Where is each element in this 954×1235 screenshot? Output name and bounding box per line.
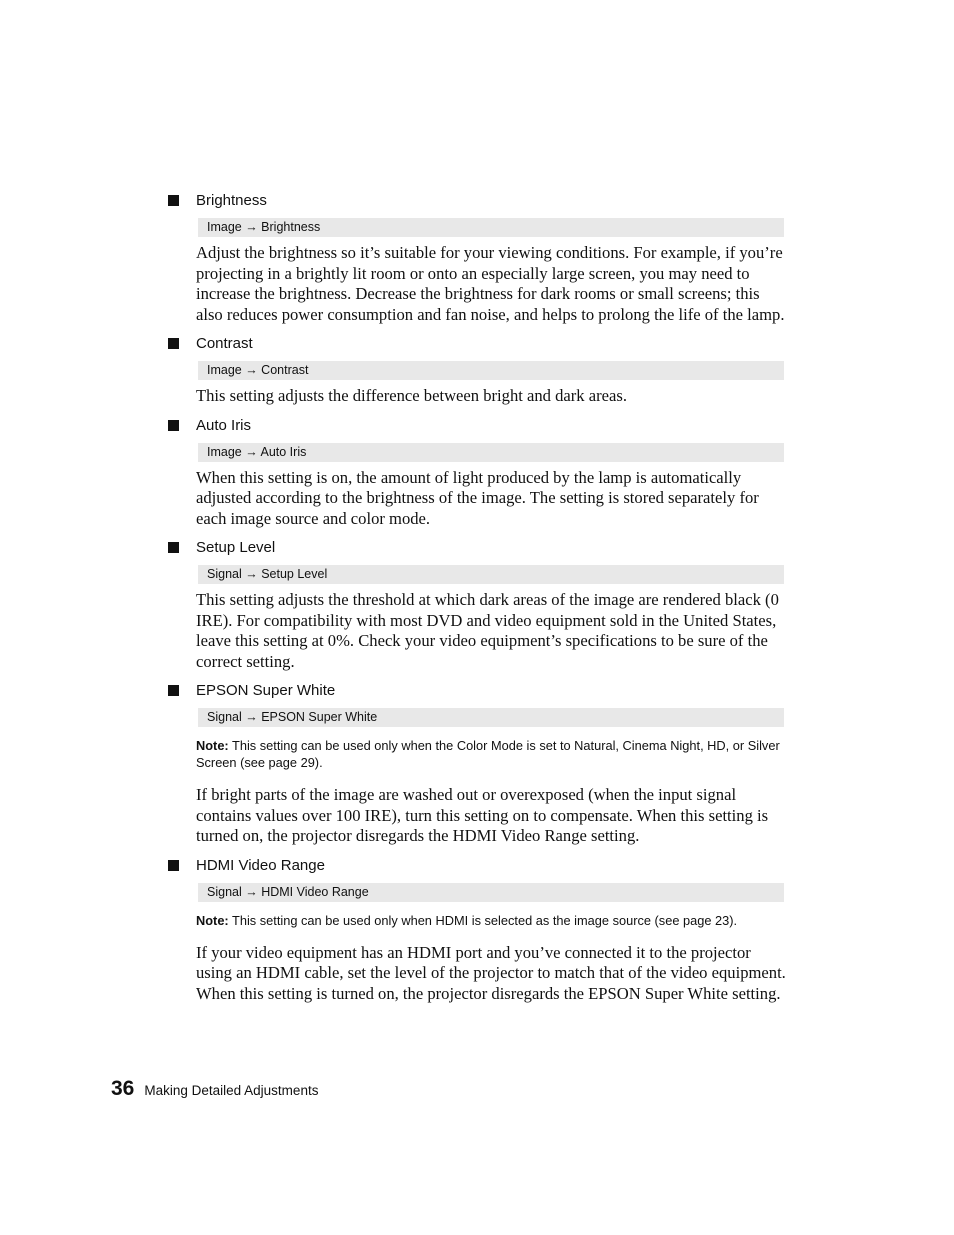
section-epson-super-white [0,680,954,847]
square-bullet-icon [168,338,179,349]
section-heading-text: Brightness [196,192,267,209]
section-body: When this setting is on, the amount of light produced by the lamp is automatically adjusted according to the brightness of the image. The setting is stored separately for each image source and color mode. [196,467,759,528]
section-heading [196,680,954,702]
square-bullet-icon [168,542,179,553]
menu-path-bar: Image → Auto Iris [198,443,784,462]
section-contrast [0,333,954,407]
menu-path-bar: Signal → Setup Level [198,565,784,584]
section-auto-iris [0,415,954,530]
note-label: Note: [196,738,229,753]
chapter-title: Making Detailed Adjustments [144,1083,319,1098]
section-heading-text: Contrast [196,335,253,352]
section-heading [196,537,954,559]
section-heading-text: EPSON Super White [196,682,336,699]
note-text: This setting can be used only when the Color Mode is set to Natural, Cinema Night, HD, or Silver Screen (see page 29). [196,738,780,770]
section-body: This setting adjusts the threshold at which dark areas of the image are rendered black (0 IRE). For compatibility with most DVD and video equipment sold in the United States, leave this setting at 0%. Check your video equipment’s specifications to be sure of the correct setting. [196,590,779,671]
section-heading-text: HDMI Video Range [196,856,325,874]
section-heading [196,333,954,355]
section-body: Adjust the brightness so it’s suitable for your viewing conditions. For example, if you’re projecting in a brightly lit room or onto an especially large screen, you may need to increase the brightness. Decrease the brightness for dark rooms or small screens; this also reduces power consumption and fan noise, and helps to prolong the life of the lamp. [196,243,785,324]
note-label: Note: [196,912,229,928]
page-number: 36 [111,1077,135,1100]
section-heading [196,415,954,437]
square-bullet-icon [168,195,179,206]
section-heading-text: Setup Level [196,539,276,556]
menu-path-bar: Signal → HDMI Video Range [198,883,784,902]
menu-path-bar: Image → Brightness [198,218,784,237]
section-body: If your video equipment has an HDMI port and you’ve connected it to the projector using an HDMI cable, set the level of the projector to match that of the video equipment. When this setting is turned on, the projector disregards the EPSON Super White setting. [196,942,786,1003]
page-content [0,190,954,1004]
square-bullet-icon [168,685,179,696]
note-text: This setting can be used only when HDMI is selected as the image source (see page 23). [232,912,738,928]
square-bullet-icon [168,420,179,431]
menu-path-bar: Image → Contrast [198,361,784,380]
page-footer [111,1076,318,1102]
section-heading-text: Auto Iris [196,416,252,434]
square-bullet-icon [168,860,179,871]
section-setup-level [0,537,954,672]
note [196,737,796,771]
section-body: If bright parts of the image are washed out or overexposed (when the input signal contains values over 100 IRE), turn this setting on to compensate. When this setting is turned on, the projector disregards the HDMI Video Range setting. [196,785,769,845]
section-body: This setting adjusts the difference between bright and dark areas. [196,386,627,405]
section-heading [196,855,954,877]
menu-path-bar: Signal → EPSON Super White [198,708,784,727]
section-hdmi-video-range [0,855,954,1005]
section-brightness [0,190,954,325]
note [196,912,796,929]
section-heading [196,190,954,212]
